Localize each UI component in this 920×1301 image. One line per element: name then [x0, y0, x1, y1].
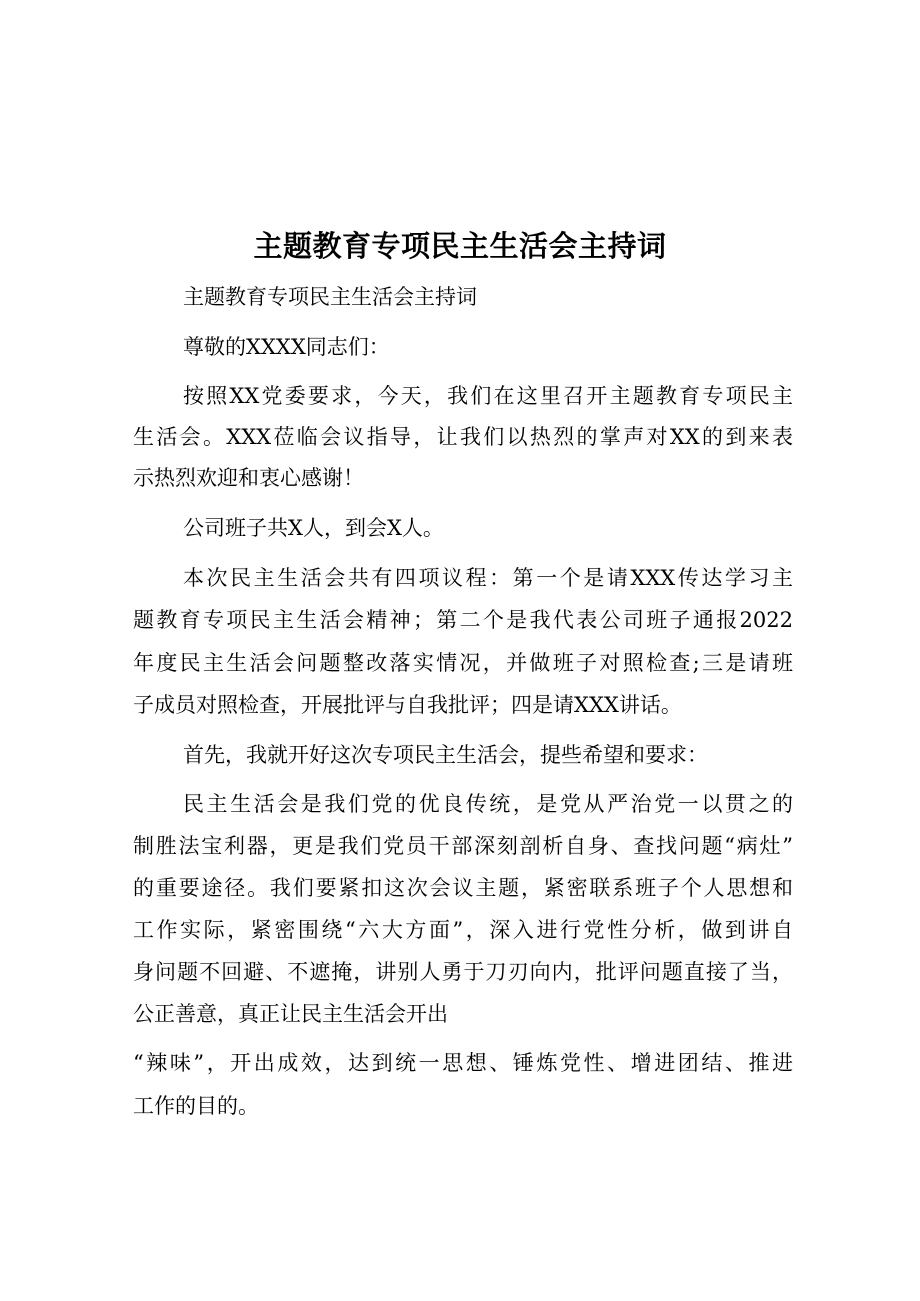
text-line: 首先，我就开好这次专项民主生活会，提些希望和要求： [183, 743, 708, 767]
text-line: 民主生活会是我们党的优良传统，是党从严治党一以贯之的 [183, 792, 793, 816]
text-line: 子成员对照检查，开展批评与自我批评；四是请XXX讲话。 [133, 693, 682, 717]
text-line: 公司班子共X人，到会X人。 [183, 516, 444, 540]
text-line: 制胜法宝利器，更是我们党员干部深刻剖析自身、查找问题“病灶” [133, 834, 793, 858]
text-line: 身问题不回避、不遮掩，讲别人勇于刀刃向内，批评问题直接了当， [133, 960, 793, 984]
text-line: 主题教育专项民主生活会主持词 [183, 285, 477, 309]
document-title: 主题教育专项民主生活会主持词 [253, 229, 667, 263]
text-line: 本次民主生活会共有四项议程：第一个是请XXX传达学习主 [183, 566, 793, 590]
text-line: 的重要途径。我们要紧扣这次会议主题，紧密联系班子个人思想和 [133, 876, 793, 900]
text-line: 公正善意，真正让民主生活会开出 [133, 1002, 448, 1026]
text-line: 生活会。XXX莅临会议指导，让我们以热烈的掌声对XX的到来表 [133, 425, 793, 449]
text-line: 按照XX党委要求，今天，我们在这里召开主题教育专项民主 [183, 384, 793, 408]
text-line: 题教育专项民主生活会精神；第二个是我代表公司班子通报2022 [133, 608, 793, 632]
text-line: “辣味”，开出成效，达到统一思想、锤炼党性、增进团结、推进 [133, 1051, 793, 1075]
text-line: 工作的目的。 [133, 1094, 259, 1118]
text-line: 示热烈欢迎和衷心感谢！ [133, 466, 364, 490]
text-line: 年度民主生活会问题整改落实情况，并做班子对照检查;三是请班 [133, 651, 793, 675]
text-line: 尊敬的XXXX同志们： [183, 335, 390, 359]
text-line: 工作实际，紧密围绕“六大方面”，深入进行党性分析，做到讲自 [133, 918, 793, 942]
